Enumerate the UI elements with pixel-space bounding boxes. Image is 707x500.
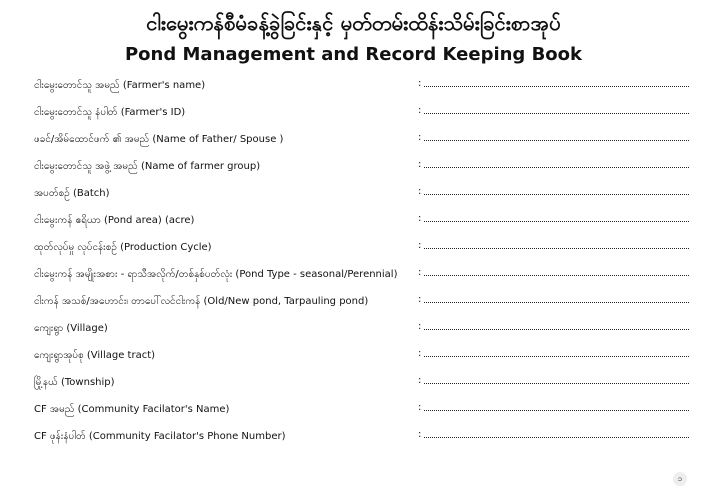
field-colon: : <box>418 267 422 278</box>
field-colon: : <box>418 240 422 251</box>
field-row-farmer-group <box>34 159 694 186</box>
field-fill-line <box>424 112 689 114</box>
field-fill-line <box>424 193 689 195</box>
field-label: CF အမည် (Community Facilator's Name) <box>34 404 230 415</box>
field-colon: : <box>418 348 422 359</box>
field-fill-line <box>424 85 689 87</box>
field-label: ဖခင်/အိမ်ထောင်ဖက် ၏ အမည် (Name of Father/ Spouse ) <box>34 134 284 145</box>
field-fill-line <box>424 301 689 303</box>
field-fill-line <box>424 247 689 249</box>
field-colon: : <box>418 105 422 116</box>
field-colon: : <box>418 159 422 170</box>
field-row-pond-type <box>34 267 694 294</box>
field-label: အပတ်စဉ် (Batch) <box>34 188 110 199</box>
field-fill-line <box>424 436 689 438</box>
field-fill-line <box>424 328 689 330</box>
field-row-farmer-name <box>34 78 694 105</box>
field-label: ငါးမွေးတောင်သူ အဖွဲ့ အမည် (Name of farmer group) <box>34 161 261 172</box>
field-fill-line <box>424 166 689 168</box>
form-fields <box>34 78 694 456</box>
field-colon: : <box>418 186 422 197</box>
field-row-village-tract <box>34 348 694 375</box>
field-colon: : <box>418 294 422 305</box>
field-label: ငါးမွေးတောင်သူ နံပါတ် (Farmer's ID) <box>34 107 186 118</box>
field-row-batch <box>34 186 694 213</box>
field-fill-line <box>424 220 689 222</box>
field-row-father-spouse <box>34 132 694 159</box>
field-colon: : <box>418 213 422 224</box>
field-colon: : <box>418 375 422 386</box>
field-label: ကျေးရွာအုပ်စု (Village tract) <box>34 350 156 361</box>
field-colon: : <box>418 429 422 440</box>
field-row-production-cycle <box>34 240 694 267</box>
field-row-village <box>34 321 694 348</box>
field-fill-line <box>424 355 689 357</box>
field-label: ငါးမွေးကန် ဧရိယာ (Pond area) (acre) <box>34 215 195 226</box>
field-fill-line <box>424 139 689 141</box>
field-label: CF ဖုန်းနံပါတ် (Community Facilator's Phone Number) <box>34 431 286 442</box>
field-row-farmer-id <box>34 105 694 132</box>
field-fill-line <box>424 274 689 276</box>
field-colon: : <box>418 402 422 413</box>
page-title-english: Pond Management and Record Keeping Book <box>124 44 583 65</box>
page-number: ၁ <box>673 472 687 486</box>
field-label: ငါးကန် အသစ်/အဟောင်း၊ တာပေါ်လင်ငါးကန် (Old/New pond, Tarpauling pond) <box>34 296 369 307</box>
field-row-pond-condition <box>34 294 694 321</box>
field-row-cf-name <box>34 402 694 429</box>
field-label: ကျေးရွာ (Village) <box>34 323 108 334</box>
field-label: ငါးမွေးကန် အမျိုးအစား - ရာသီအလိုက်/တစ်နှစ်ပတ်လုံး (Pond Type - seasonal/Perennial) <box>34 269 398 280</box>
field-fill-line <box>424 382 689 384</box>
field-row-cf-phone <box>34 429 694 456</box>
field-fill-line <box>424 409 689 411</box>
field-label: မြို့နယ် (Township) <box>34 377 115 388</box>
field-colon: : <box>418 78 422 89</box>
page-title-myanmar: ငါးမွေးကန်စီမံခန့်ခွဲခြင်းနှင့် မှတ်တမ်းထိန်းသိမ်းခြင်းစာအုပ် <box>146 11 561 35</box>
field-colon: : <box>418 132 422 143</box>
field-row-pond-area <box>34 213 694 240</box>
field-colon: : <box>418 321 422 332</box>
field-label: ငါးမွေးတောင်သူ အမည် (Farmer's name) <box>34 80 206 91</box>
field-label: ထုတ်လုပ်မှု လုပ်ငန်းစဉ် (Production Cycle) <box>34 242 212 253</box>
field-row-township <box>34 375 694 402</box>
